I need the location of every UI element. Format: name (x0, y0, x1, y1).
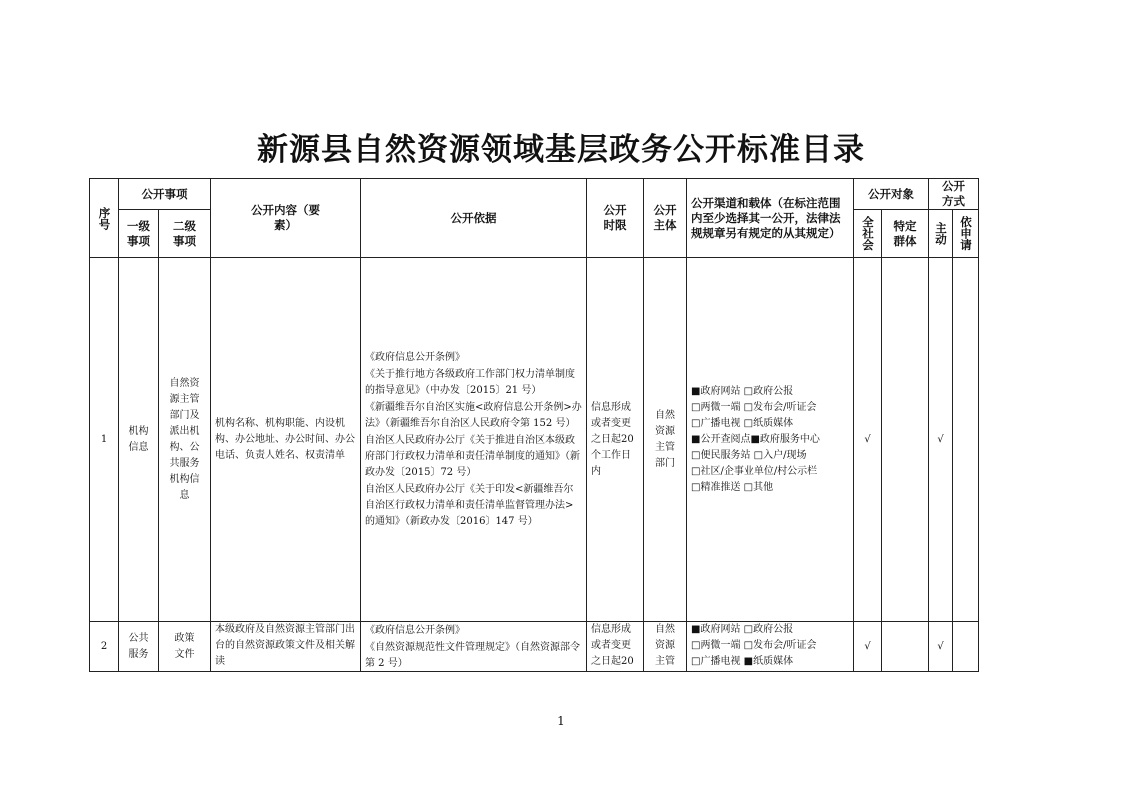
row-level1: 公共服务 (119, 622, 159, 672)
row-channels (687, 258, 854, 622)
header-mode: 公开方式 (929, 179, 979, 210)
page-title: 新源县自然资源领域基层政务公开标准目录 (257, 132, 865, 168)
header-specific-group: 特定群体 (882, 210, 929, 258)
header-seq: 序号 (90, 179, 119, 258)
row-content: 机构名称、机构职能、内设机构、办公地址、办公时间、办公电话、负责人姓名、权责清单 (211, 258, 361, 622)
row-level1: 机构信息 (119, 258, 159, 622)
basis-line: 《关于推行地方各级政府工作部门权力清单制度的指导意见》（中办发〔2015〕21 号） (365, 368, 575, 396)
table-row (90, 258, 979, 622)
header-target: 公开对象 (854, 179, 929, 210)
channel-option: □两微一端 □发布会/听证会 (691, 640, 817, 651)
row-time: 信息形成或者变更之日起20 (587, 622, 644, 672)
basis-line: 《新疆维吾尔自治区实施<政府信息公开条例>办法》（新疆维吾尔自治区人民政府令第 152 号） (365, 401, 582, 429)
header-level2: 二级事项 (159, 210, 211, 258)
channel-option: □广播电视 □纸质媒体 (691, 417, 794, 429)
row-specific-group-check (882, 622, 929, 672)
row-basis (361, 258, 587, 622)
row-level2: 政策文件 (159, 622, 211, 672)
row-channels (687, 622, 854, 672)
channel-option: □两微一端 □发布会/听证会 (691, 401, 817, 413)
header-basis: 公开依据 (361, 179, 587, 258)
row-seq: 2 (90, 622, 119, 672)
header-active: 主动 (929, 210, 953, 258)
channel-option: □便民服务站 □入户/现场 (691, 449, 807, 461)
header-channel: 公开渠道和载体（在标注范围内至少选择其一公开，法律法规规章另有规定的从其规定） (687, 179, 854, 258)
row-time: 信息形成或者变更之日起20个工作日内 (587, 258, 644, 622)
channel-option: ■政府网站 □政府公报 (691, 624, 794, 635)
header-time: 公开时限 (587, 179, 644, 258)
row-all-society-check: √ (854, 258, 882, 622)
channel-option: □广播电视 ■纸质媒体 (691, 656, 794, 667)
header-content: 公开内容（要素） (211, 179, 361, 258)
row-subject: 自然资源主管部门 (644, 258, 687, 622)
catalog-table (89, 178, 979, 672)
basis-line: 自治区人民政府办公厅《关于印发<新疆维吾尔自治区行政权力清单和责任清单监督管理办法>的通知》（新政办发〔2016〕147 号） (365, 483, 574, 527)
channel-option: □精准推送 □其他 (691, 481, 774, 493)
basis-line: 《自然资源规范性文件管理规定》（自然资源部令第 2 号） (365, 642, 580, 669)
header-on-request: 依申请 (953, 210, 979, 258)
basis-line: 自治区人民政府办公厅《关于推进自治区本级政府部门行政权力清单和责任清单制度的通知》（新政办发〔2015〕72 号） (365, 434, 580, 478)
header-level1: 一级事项 (119, 210, 159, 258)
table-row (90, 622, 979, 672)
row-all-society-check: √ (854, 622, 882, 672)
row-seq: 1 (90, 258, 119, 622)
row-active-check: √ (929, 258, 953, 622)
row-on-request-check (953, 258, 979, 622)
channel-option: ■政府网站 □政府公报 (691, 385, 794, 397)
page-number: 1 (557, 714, 565, 728)
row-specific-group-check (882, 258, 929, 622)
row-level2: 自然资源主管部门及派出机构、公共服务机构信息 (159, 258, 211, 622)
channel-option: □社区/企事业单位/村公示栏 (691, 465, 818, 477)
header-all-society: 全社会 (854, 210, 882, 258)
row-content: 本级政府及自然资源主管部门出台的自然资源政策文件及相关解读 (211, 622, 361, 672)
row-active-check: √ (929, 622, 953, 672)
row-subject: 自然资源主管 (644, 622, 687, 672)
channel-option: ■公开查阅点■政府服务中心 (691, 433, 820, 445)
row-basis (361, 622, 587, 672)
header-subject: 公开主体 (644, 179, 687, 258)
row-on-request-check (953, 622, 979, 672)
basis-line: 《政府信息公开条例》 (365, 625, 465, 636)
header-matter: 公开事项 (119, 179, 211, 210)
basis-line: 《政府信息公开条例》 (365, 351, 465, 363)
